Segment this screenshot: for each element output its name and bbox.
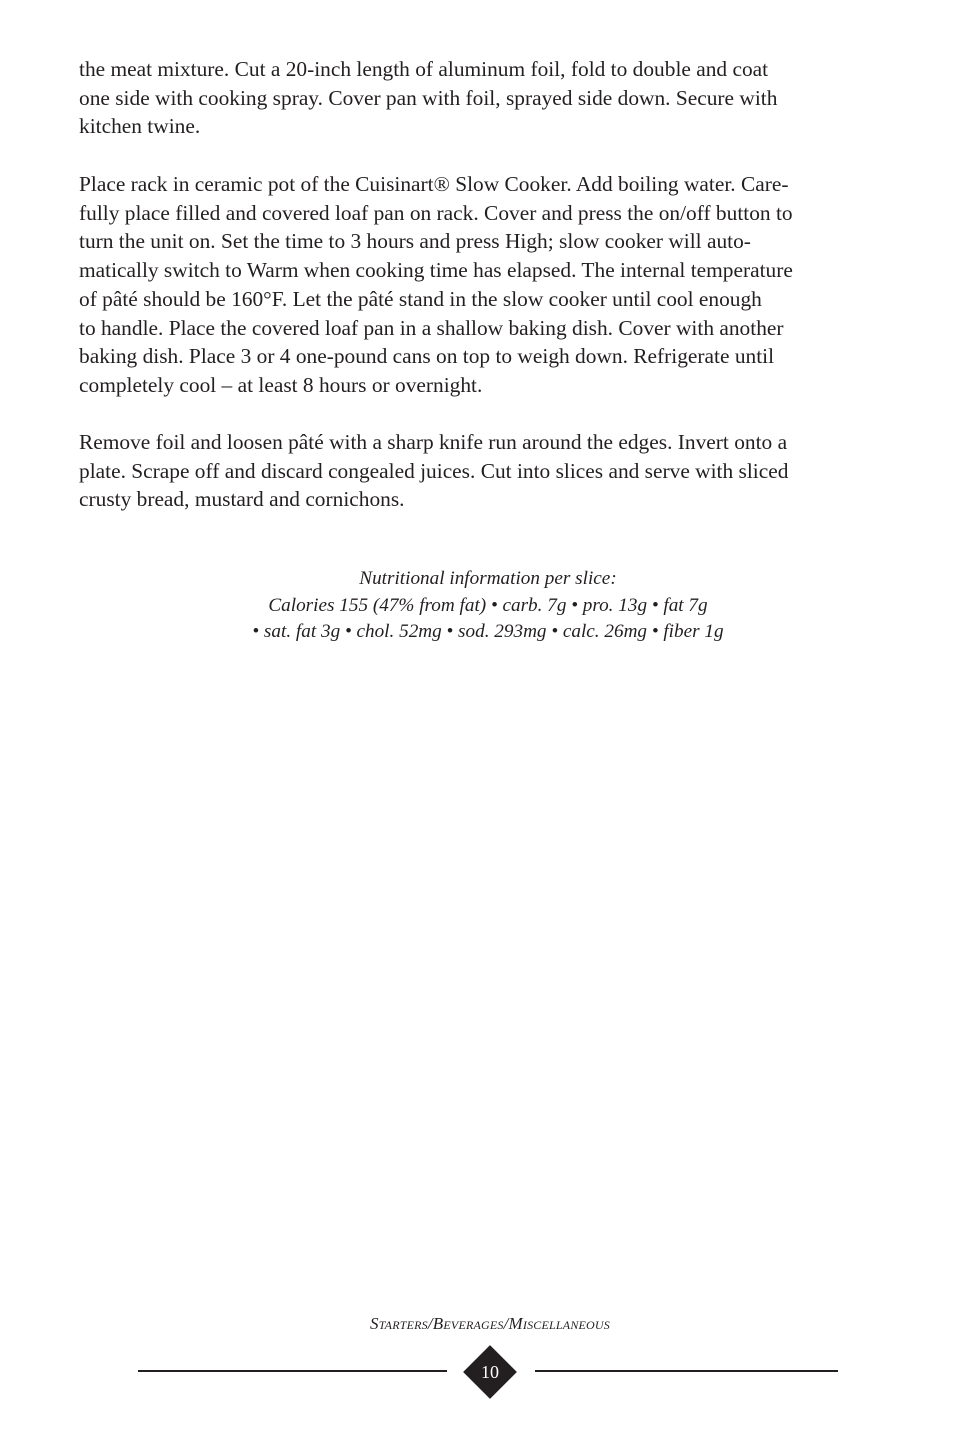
body-paragraph-3	[79, 428, 899, 514]
text-line: completely cool – at least 8 hours or overnight.	[79, 372, 483, 397]
nutrition-info	[0, 566, 954, 646]
text-line: baking dish. Place 3 or 4 one-pound cans on top to weigh down. Refrigerate until	[79, 344, 775, 369]
text-line: the meat mixture. Cut a 20-inch length of aluminum foil, fold to double and coat	[79, 57, 769, 81]
page-number-badge	[464, 1346, 516, 1398]
nutrition-line: Calories 155 (47% from fat) • carb. 7g • pro. 13g • fat 7g	[268, 594, 708, 616]
nutrition-heading: Nutritional information per slice:	[359, 568, 617, 589]
text-line: fully place filled and covered loaf pan on rack. Cover and press the on/off button to	[79, 200, 793, 225]
text-line: matically switch to Warm when cooking time has elapsed. The internal temperature	[79, 258, 793, 283]
page-number: 10	[481, 1362, 499, 1382]
nutrition-line: • sat. fat 3g • chol. 52mg • sod. 293mg • calc. 26mg • fiber 1g	[252, 621, 724, 642]
body-paragraph-2	[79, 170, 899, 400]
text-line: one side with cooking spray. Cover pan with foil, sprayed side down. Secure with	[79, 85, 778, 110]
text-line: of pâté should be 160°F. Let the pâté stand in the slow cooker until cool enough	[79, 286, 762, 311]
body-paragraph-1	[79, 55, 899, 141]
text-line: kitchen twine.	[79, 114, 201, 139]
footer-divider-left	[138, 1370, 447, 1372]
text-line: Remove foil and loosen pâté with a sharp knife run around the edges. Invert onto a	[79, 430, 788, 454]
footer-divider-right	[535, 1370, 838, 1372]
text-line: Place rack in ceramic pot of the Cuisinart® Slow Cooker. Add boiling water. Care-	[79, 172, 789, 196]
text-line: crusty bread, mustard and cornichons.	[79, 487, 405, 512]
text-line: plate. Scrape off and discard congealed juices. Cut into slices and serve with sliced	[79, 458, 789, 483]
text-line: turn the unit on. Set the time to 3 hours and press High; slow cooker will auto-	[79, 229, 751, 254]
footer-section-label: Starters/Beverages/Miscellaneous	[370, 1314, 610, 1333]
text-line: to handle. Place the covered loaf pan in a shallow baking dish. Cover with another	[79, 315, 784, 340]
